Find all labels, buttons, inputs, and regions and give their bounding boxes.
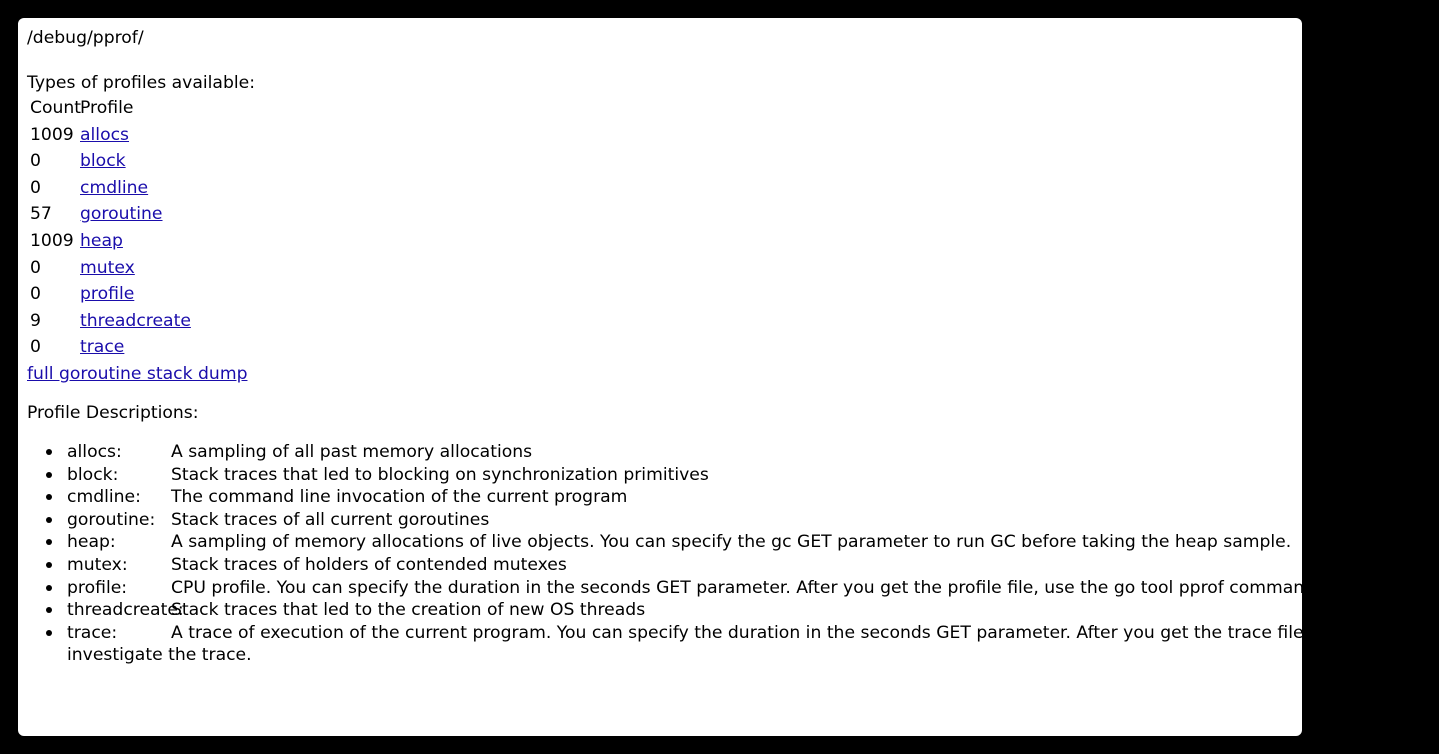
profile-link-block[interactable]: block [80, 151, 126, 172]
description-text-continuation: investigate the trace. [67, 645, 252, 666]
description-term: trace: [67, 622, 118, 643]
description-term: goroutine: [67, 509, 156, 530]
goroutine-dump-link[interactable]: full goroutine stack dump [27, 364, 248, 384]
description-text: Stack traces of holders of contended mutexes [171, 555, 567, 575]
profile-header: Profile [80, 98, 134, 118]
bullet-icon [46, 630, 52, 636]
bullet-icon [46, 562, 52, 568]
profile-link-mutex[interactable]: mutex [80, 257, 135, 278]
profile-count: 0 [30, 177, 41, 198]
profile-count: 1009 [30, 124, 74, 145]
profile-link-threadcreate[interactable]: threadcreate [80, 310, 191, 331]
description-text: Stack traces that led to the creation of new OS threads [171, 600, 646, 621]
bullet-icon [46, 539, 52, 545]
profile-count: 57 [30, 204, 52, 225]
description-text: Stack traces of all current goroutines [171, 509, 490, 530]
profile-link-allocs[interactable]: allocs [80, 124, 130, 145]
bullet-icon [46, 517, 52, 523]
description-text: CPU profile. You can specify the duration in the seconds GET parameter. After you get the profile file, use the go tool pprof command to investigate [171, 577, 1439, 598]
description-term: allocs: [67, 442, 122, 462]
profile-link-trace[interactable]: trace [80, 337, 125, 358]
description-term: cmdline: [67, 487, 141, 508]
profile-link-cmdline[interactable]: cmdline [80, 177, 149, 198]
description-term: profile: [67, 577, 128, 598]
profile-count: 1009 [30, 231, 74, 251]
bullet-icon [46, 472, 52, 478]
types-heading: Types of profiles available: [27, 73, 256, 93]
profile-count: 0 [30, 257, 41, 278]
description-text: A trace of execution of the current program. You can specify the duration in the seconds GET parameter. After you get the trace file, use the go too [171, 622, 1439, 643]
bullet-icon [46, 449, 52, 455]
description-term: mutex: [67, 555, 128, 575]
description-term: threadcreate: [67, 600, 184, 621]
description-text: A sampling of memory allocations of live objects. You can specify the gc GET parameter to run GC before taking the heap sample. [171, 532, 1292, 553]
description-term: block: [67, 464, 119, 485]
profile-link-heap[interactable]: heap [80, 231, 123, 251]
browser-viewport [18, 18, 1439, 736]
count-header: Count [30, 98, 82, 118]
bullet-icon [46, 494, 52, 500]
descriptions-heading: Profile Descriptions: [27, 403, 199, 423]
bullet-icon [46, 585, 52, 591]
description-text: Stack traces that led to blocking on synchronization primitives [171, 464, 709, 485]
profile-count: 0 [30, 151, 41, 172]
profile-count: 0 [30, 337, 41, 358]
page-path: /debug/pprof/ [27, 28, 144, 48]
page-content [27, 18, 1439, 736]
bullet-icon [46, 607, 52, 613]
description-text: A sampling of all past memory allocations [171, 442, 533, 462]
description-term: heap: [67, 532, 116, 553]
profile-link-profile[interactable]: profile [80, 284, 135, 305]
profile-count: 0 [30, 284, 41, 305]
description-text: The command line invocation of the current program [171, 487, 628, 508]
profile-link-goroutine[interactable]: goroutine [80, 204, 163, 225]
profile-count: 9 [30, 310, 41, 331]
